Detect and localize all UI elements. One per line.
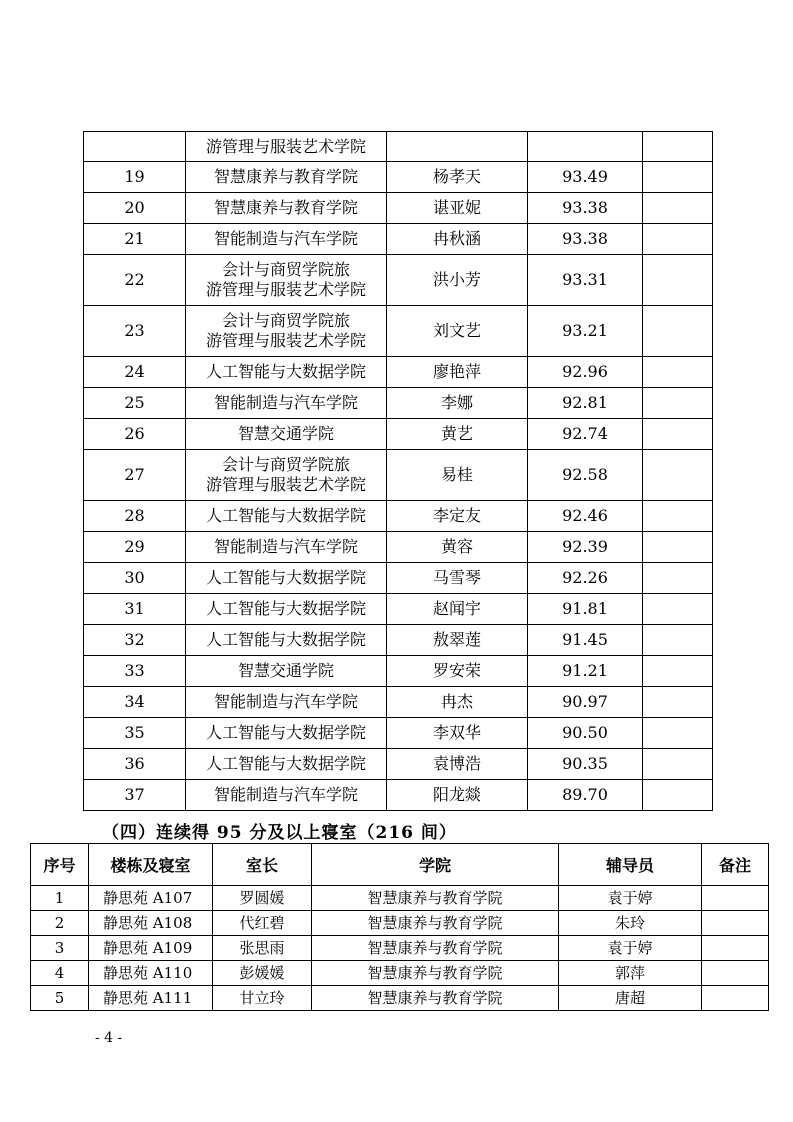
table-row xyxy=(84,388,713,419)
header-no: 序号 xyxy=(31,844,89,886)
note-cell xyxy=(643,749,713,780)
header-college: 学院 xyxy=(312,844,559,886)
room-cell: 静思苑 A109 xyxy=(89,936,213,961)
header-counselor: 辅导员 xyxy=(559,844,702,886)
note-cell xyxy=(643,388,713,419)
college-cell: 智慧康养与教育学院 xyxy=(312,936,559,961)
score-cell: 91.45 xyxy=(528,625,643,656)
no-cell: 2 xyxy=(31,911,89,936)
college-cell: 人工智能与大数据学院 xyxy=(186,357,387,388)
college-cell: 会计与商贸学院旅 游管理与服装艺术学院 xyxy=(186,450,387,501)
score-cell: 92.39 xyxy=(528,532,643,563)
college-cell: 智能制造与汽车学院 xyxy=(186,224,387,255)
table-row xyxy=(84,193,713,224)
note-cell xyxy=(643,193,713,224)
room-cell: 静思苑 A111 xyxy=(89,986,213,1011)
name-cell: 赵闻宇 xyxy=(387,594,528,625)
head-cell: 彭媛媛 xyxy=(213,961,312,986)
header-note: 备注 xyxy=(702,844,769,886)
no-cell: 33 xyxy=(84,656,186,687)
name-cell: 黄容 xyxy=(387,532,528,563)
name-cell: 黄艺 xyxy=(387,419,528,450)
note-cell xyxy=(643,563,713,594)
no-cell: 21 xyxy=(84,224,186,255)
table-row xyxy=(84,306,713,357)
name-cell: 阳龙燚 xyxy=(387,780,528,811)
score-cell: 91.81 xyxy=(528,594,643,625)
name-cell: 洪小芳 xyxy=(387,255,528,306)
note-cell xyxy=(643,419,713,450)
name-cell: 李娜 xyxy=(387,388,528,419)
college-cell: 智慧康养与教育学院 xyxy=(186,162,387,193)
table-header-row xyxy=(31,844,769,886)
counselor-cell: 郭萍 xyxy=(559,961,702,986)
no-cell: 26 xyxy=(84,419,186,450)
table-row xyxy=(31,911,769,936)
no-cell: 4 xyxy=(31,961,89,986)
name-cell: 马雪琴 xyxy=(387,563,528,594)
no-cell: 23 xyxy=(84,306,186,357)
counselor-cell: 袁于婷 xyxy=(559,936,702,961)
note-cell xyxy=(702,911,769,936)
note-cell xyxy=(643,594,713,625)
header-head: 室长 xyxy=(213,844,312,886)
score-cell: 92.74 xyxy=(528,419,643,450)
note-cell xyxy=(643,656,713,687)
note-cell xyxy=(643,718,713,749)
name-cell xyxy=(387,132,528,162)
college-cell: 会计与商贸学院旅 游管理与服装艺术学院 xyxy=(186,306,387,357)
section-heading: （四）连续得 95 分及以上寝室（216 间） xyxy=(102,823,457,843)
score-cell: 93.49 xyxy=(528,162,643,193)
table-row xyxy=(84,162,713,193)
college-cell: 智能制造与汽车学院 xyxy=(186,532,387,563)
room-cell: 静思苑 A107 xyxy=(89,886,213,911)
score-cell: 92.26 xyxy=(528,563,643,594)
note-cell xyxy=(702,961,769,986)
no-cell: 20 xyxy=(84,193,186,224)
dormitory-table xyxy=(30,843,769,1011)
note-cell xyxy=(643,255,713,306)
note-cell xyxy=(643,306,713,357)
note-cell xyxy=(643,162,713,193)
score-cell: 93.38 xyxy=(528,193,643,224)
score-cell: 90.35 xyxy=(528,749,643,780)
name-cell: 易桂 xyxy=(387,450,528,501)
table-row xyxy=(31,961,769,986)
college-cell: 人工智能与大数据学院 xyxy=(186,749,387,780)
note-cell xyxy=(643,224,713,255)
name-cell: 罗安荣 xyxy=(387,656,528,687)
score-cell: 90.50 xyxy=(528,718,643,749)
head-cell: 罗圆媛 xyxy=(213,886,312,911)
college-cell: 智能制造与汽车学院 xyxy=(186,388,387,419)
no-cell: 29 xyxy=(84,532,186,563)
table-row xyxy=(31,936,769,961)
dormitory-table-body xyxy=(31,886,769,1011)
table-row xyxy=(84,255,713,306)
table-row-continued xyxy=(84,132,713,162)
score-cell: 91.21 xyxy=(528,656,643,687)
score-ranking-table-body xyxy=(84,132,713,811)
table-row xyxy=(31,986,769,1011)
note-cell xyxy=(702,936,769,961)
name-cell: 杨孝天 xyxy=(387,162,528,193)
table-row xyxy=(31,886,769,911)
name-cell: 刘文艺 xyxy=(387,306,528,357)
score-cell: 92.81 xyxy=(528,388,643,419)
name-cell: 李定友 xyxy=(387,501,528,532)
table-row xyxy=(84,563,713,594)
room-cell: 静思苑 A108 xyxy=(89,911,213,936)
college-cell: 智慧康养与教育学院 xyxy=(312,911,559,936)
college-cell: 智慧康养与教育学院 xyxy=(312,986,559,1011)
counselor-cell: 唐超 xyxy=(559,986,702,1011)
counselor-cell: 袁于婷 xyxy=(559,886,702,911)
note-cell xyxy=(643,687,713,718)
table-row xyxy=(84,656,713,687)
note-cell xyxy=(643,532,713,563)
header-room: 楼栋及寝室 xyxy=(89,844,213,886)
table-row xyxy=(84,687,713,718)
no-cell: 28 xyxy=(84,501,186,532)
table-row xyxy=(84,224,713,255)
no-cell: 25 xyxy=(84,388,186,419)
no-cell: 37 xyxy=(84,780,186,811)
name-cell: 谌亚妮 xyxy=(387,193,528,224)
note-cell xyxy=(643,450,713,501)
score-cell: 89.70 xyxy=(528,780,643,811)
college-cell: 人工智能与大数据学院 xyxy=(186,625,387,656)
no-cell: 3 xyxy=(31,936,89,961)
table-row xyxy=(84,749,713,780)
table-row xyxy=(84,357,713,388)
note-cell xyxy=(643,132,713,162)
no-cell: 32 xyxy=(84,625,186,656)
table-row xyxy=(84,594,713,625)
college-cell: 智慧康养与教育学院 xyxy=(312,961,559,986)
no-cell: 5 xyxy=(31,986,89,1011)
no-cell xyxy=(84,132,186,162)
score-cell: 93.31 xyxy=(528,255,643,306)
score-cell: 92.58 xyxy=(528,450,643,501)
college-cell: 游管理与服装艺术学院 xyxy=(186,132,387,162)
no-cell: 22 xyxy=(84,255,186,306)
college-cell: 智慧交通学院 xyxy=(186,419,387,450)
no-cell: 36 xyxy=(84,749,186,780)
name-cell: 冉秋涵 xyxy=(387,224,528,255)
college-cell: 人工智能与大数据学院 xyxy=(186,594,387,625)
score-cell: 92.46 xyxy=(528,501,643,532)
table-row xyxy=(84,419,713,450)
name-cell: 冉杰 xyxy=(387,687,528,718)
college-cell: 智能制造与汽车学院 xyxy=(186,687,387,718)
score-cell: 90.97 xyxy=(528,687,643,718)
no-cell: 31 xyxy=(84,594,186,625)
name-cell: 敖翠莲 xyxy=(387,625,528,656)
page-number: - 4 - xyxy=(95,1030,123,1046)
score-cell: 93.21 xyxy=(528,306,643,357)
table-row xyxy=(84,501,713,532)
no-cell: 24 xyxy=(84,357,186,388)
score-cell: 92.96 xyxy=(528,357,643,388)
note-cell xyxy=(702,986,769,1011)
head-cell: 甘立玲 xyxy=(213,986,312,1011)
college-cell: 人工智能与大数据学院 xyxy=(186,501,387,532)
note-cell xyxy=(643,501,713,532)
note-cell xyxy=(643,780,713,811)
no-cell: 34 xyxy=(84,687,186,718)
college-cell: 人工智能与大数据学院 xyxy=(186,563,387,594)
score-ranking-table xyxy=(83,131,713,811)
score-cell xyxy=(528,132,643,162)
college-cell: 人工智能与大数据学院 xyxy=(186,718,387,749)
room-cell: 静思苑 A110 xyxy=(89,961,213,986)
head-cell: 代红碧 xyxy=(213,911,312,936)
no-cell: 30 xyxy=(84,563,186,594)
note-cell xyxy=(643,357,713,388)
table-row xyxy=(84,625,713,656)
college-cell: 会计与商贸学院旅 游管理与服装艺术学院 xyxy=(186,255,387,306)
no-cell: 19 xyxy=(84,162,186,193)
head-cell: 张思雨 xyxy=(213,936,312,961)
college-cell: 智能制造与汽车学院 xyxy=(186,780,387,811)
college-cell: 智慧交通学院 xyxy=(186,656,387,687)
table-row xyxy=(84,450,713,501)
no-cell: 1 xyxy=(31,886,89,911)
college-cell: 智慧康养与教育学院 xyxy=(186,193,387,224)
table-row xyxy=(84,718,713,749)
note-cell xyxy=(643,625,713,656)
no-cell: 35 xyxy=(84,718,186,749)
name-cell: 李双华 xyxy=(387,718,528,749)
college-cell: 智慧康养与教育学院 xyxy=(312,886,559,911)
table-row xyxy=(84,780,713,811)
counselor-cell: 朱玲 xyxy=(559,911,702,936)
score-cell: 93.38 xyxy=(528,224,643,255)
table-row xyxy=(84,532,713,563)
name-cell: 廖艳萍 xyxy=(387,357,528,388)
no-cell: 27 xyxy=(84,450,186,501)
note-cell xyxy=(702,886,769,911)
name-cell: 袁博浩 xyxy=(387,749,528,780)
